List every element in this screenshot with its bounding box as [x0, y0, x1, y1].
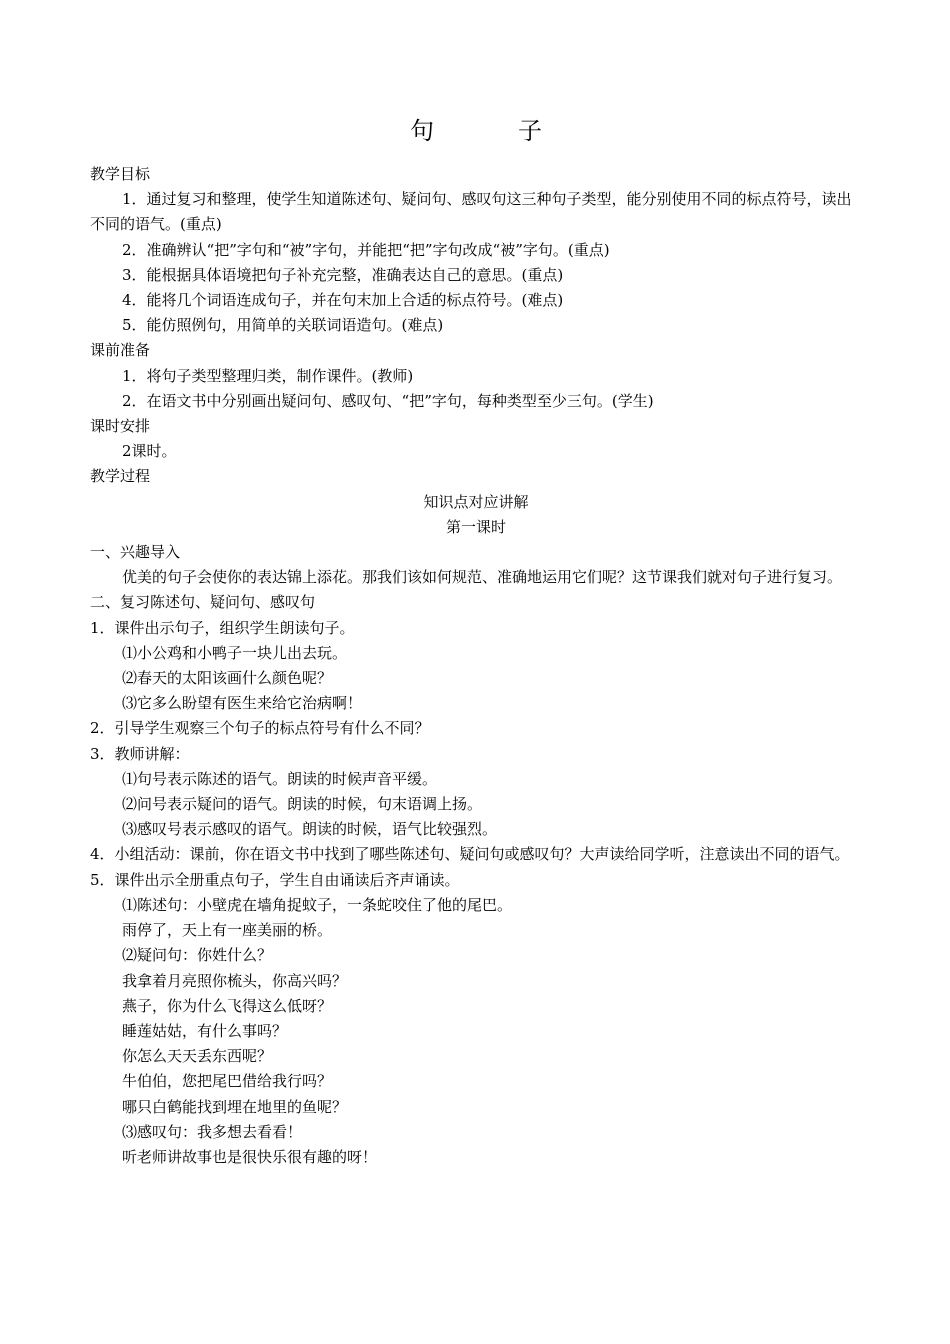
text-line: ⑵春天的太阳该画什么颜色呢？ [122, 669, 333, 688]
text-line: ⑴小公鸡和小鸭子一块儿出去玩。 [122, 643, 348, 662]
text-line: 一、兴趣导入 [90, 543, 181, 562]
text-line: 2．在语文书中分别画出疑问句、感叹句、“把”字句，每种类型至少三句。(学生) [122, 391, 654, 410]
text-line: ⑵疑问句：你姓什么？ [122, 946, 273, 965]
text-line: 课前准备 [90, 341, 151, 360]
text-line: 3．能根据具体语境把句子补充完整，准确表达自己的意思。(重点) [122, 265, 564, 284]
text-line: 2课时。 [122, 442, 177, 461]
text-line: 3．教师讲解： [90, 744, 190, 763]
text-line: 听老师讲故事也是很快乐很有趣的呀！ [122, 1147, 378, 1166]
document-page [90, 110, 862, 1170]
text-line: ⑶感叹号表示感叹的语气。朗读的时候，语气比较强烈。 [122, 820, 498, 839]
text-line: 1．课件出示句子，组织学生朗读句子。 [90, 618, 355, 637]
text-line: 1．通过复习和整理，使学生知道陈述句、疑问句、感叹句这三种句子类型，能分别使用不同的标点符号，读出不同的语气。(重点) [90, 190, 852, 234]
text-line: 睡莲姑姑，有什么事吗？ [122, 1021, 288, 1040]
text-line: 雨停了，天上有一座美丽的桥。 [122, 921, 333, 940]
text-line: 你怎么天天丢东西呢？ [122, 1047, 273, 1066]
text-line: ⑶感叹句：我多想去看看！ [122, 1122, 303, 1141]
text-line: 2．准确辨认“把”字句和“被”字句，并能把“把”字句改成“被”字句。(重点) [122, 240, 610, 259]
page-title: 句 子 [410, 117, 572, 145]
text-line: ⑴陈述句：小壁虎在墙角捉蚊子，一条蛇咬住了他的尾巴。 [122, 895, 513, 914]
text-line: 教学过程 [90, 467, 151, 486]
text-line: 优美的句子会使你的表达锦上添花。那我们该如何规范、准确地运用它们呢？这节课我们就对句子进行复习。 [122, 568, 843, 587]
text-line: 燕子，你为什么飞得这么低呀？ [122, 996, 333, 1015]
text-line: 5．能仿照例句，用简单的关联词语造句。(难点) [122, 316, 444, 335]
text-line: 5．课件出示全册重点句子，学生自由诵读后齐声诵读。 [90, 870, 460, 889]
text-line: ⑴句号表示陈述的语气。朗读的时候声音平缓。 [122, 769, 438, 788]
text-line: 4．能将几个词语连成句子，并在句末加上合适的标点符号。(难点) [122, 291, 564, 310]
section-heading: 第一课时 [445, 517, 506, 536]
text-line: 牛伯伯，您把尾巴借给我行吗？ [122, 1072, 333, 1091]
text-line: 我拿着月亮照你梳头，你高兴吗？ [122, 971, 348, 990]
text-line: 二、复习陈述句、疑问句、感叹句 [90, 593, 316, 612]
text-line: 4．小组活动：课前，你在语文书中找到了哪些陈述句、疑问句或感叹句？大声读给同学听，注意读出不同的语气。 [90, 845, 850, 864]
text-line: 教学目标 [90, 165, 151, 183]
document-body [90, 162, 862, 1170]
text-line: ⑵问号表示疑问的语气。朗读的时候，句末语调上扬。 [122, 795, 483, 814]
section-heading: 知识点对应讲解 [423, 492, 529, 511]
text-line: 2．引导学生观察三个句子的标点符号有什么不同？ [90, 719, 430, 738]
text-line: 1．将句子类型整理归类，制作课件。(教师) [122, 366, 414, 385]
text-line: ⑶它多么盼望有医生来给它治病啊！ [122, 694, 363, 713]
text-line: 课时安排 [90, 417, 151, 436]
text-line: 哪只白鹤能找到埋在地里的鱼呢？ [122, 1097, 348, 1116]
